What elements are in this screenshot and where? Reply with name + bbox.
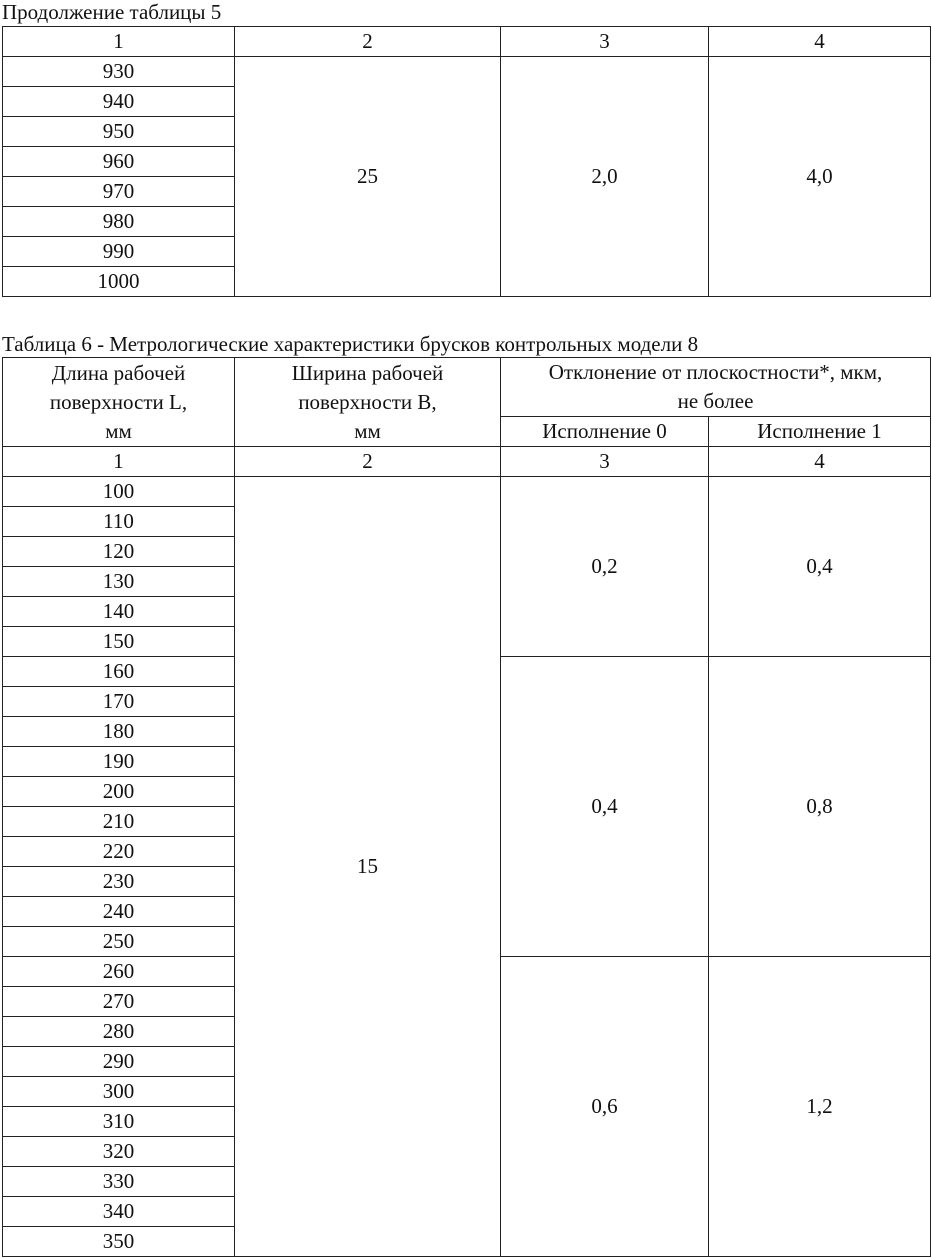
table-row bbox=[3, 477, 931, 507]
table5 bbox=[2, 26, 931, 297]
length-cell: 970 bbox=[3, 177, 235, 207]
table6-colnum-1: 1 bbox=[3, 447, 235, 477]
length-cell: 120 bbox=[3, 537, 235, 567]
header-width-line-3: мм bbox=[354, 418, 381, 443]
length-cell: 260 bbox=[3, 957, 235, 987]
header-length-line-1: Длина рабочей bbox=[51, 360, 186, 385]
table6-exec1-group-cell: 0,8 bbox=[709, 657, 931, 957]
length-cell: 220 bbox=[3, 837, 235, 867]
table6-exec1-group-cell: 1,2 bbox=[709, 957, 931, 1257]
table6-exec0-group-cell: 0,4 bbox=[501, 657, 709, 957]
table5-exec0-cell: 2,0 bbox=[501, 57, 709, 297]
length-cell: 330 bbox=[3, 1167, 235, 1197]
table6-exec1-group-cell: 0,4 bbox=[709, 477, 931, 657]
header-width-line-2: поверхности B, bbox=[298, 389, 437, 414]
length-cell: 190 bbox=[3, 747, 235, 777]
length-cell: 110 bbox=[3, 507, 235, 537]
length-cell: 140 bbox=[3, 597, 235, 627]
length-cell: 160 bbox=[3, 657, 235, 687]
table6-column-number-row bbox=[3, 447, 931, 477]
header-width-line-1: Ширина рабочей bbox=[291, 360, 444, 385]
table6-exec0-group-cell: 0,2 bbox=[501, 477, 709, 657]
length-cell: 290 bbox=[3, 1047, 235, 1077]
header-length-line-3: мм bbox=[105, 418, 132, 443]
table6-header-width bbox=[235, 358, 501, 447]
table6-header-row bbox=[3, 358, 931, 417]
table6-colnum-3: 3 bbox=[501, 447, 709, 477]
table6-header-exec1: Исполнение 1 bbox=[709, 417, 931, 447]
length-cell: 170 bbox=[3, 687, 235, 717]
length-cell: 180 bbox=[3, 717, 235, 747]
length-cell: 930 bbox=[3, 57, 235, 87]
length-cell: 950 bbox=[3, 117, 235, 147]
length-cell: 940 bbox=[3, 87, 235, 117]
table5-exec1-cell: 4,0 bbox=[709, 57, 931, 297]
header-deviation-line-2: не более bbox=[677, 389, 754, 413]
length-cell: 310 bbox=[3, 1107, 235, 1137]
length-cell: 990 bbox=[3, 237, 235, 267]
table6-colnum-2: 2 bbox=[235, 447, 501, 477]
table6 bbox=[2, 357, 931, 1257]
table5-width-cell: 25 bbox=[235, 57, 501, 297]
length-cell: 300 bbox=[3, 1077, 235, 1107]
table5-colnum-4: 4 bbox=[709, 27, 931, 57]
table6-caption: Таблица 6 - Метрологические характеристики брусков контрольных модели 8 bbox=[2, 332, 699, 356]
length-cell: 210 bbox=[3, 807, 235, 837]
table6-header-deviation bbox=[501, 358, 931, 417]
length-cell: 340 bbox=[3, 1197, 235, 1227]
length-cell: 250 bbox=[3, 927, 235, 957]
header-length-line-2: поверхности L, bbox=[49, 389, 188, 414]
table-row bbox=[3, 57, 931, 87]
length-cell: 130 bbox=[3, 567, 235, 597]
length-cell: 270 bbox=[3, 987, 235, 1017]
table6-exec0-group-cell: 0,6 bbox=[501, 957, 709, 1257]
length-cell: 350 bbox=[3, 1227, 235, 1257]
table5-colnum-2: 2 bbox=[235, 27, 501, 57]
table5-caption: Продолжение таблицы 5 bbox=[2, 0, 222, 24]
table6-header-length bbox=[3, 358, 235, 447]
table6-width-cell: 15 bbox=[235, 477, 501, 1257]
length-cell: 240 bbox=[3, 897, 235, 927]
table5-colnum-1: 1 bbox=[3, 27, 235, 57]
table5-colnum-3: 3 bbox=[501, 27, 709, 57]
length-cell: 150 bbox=[3, 627, 235, 657]
length-cell: 960 bbox=[3, 147, 235, 177]
length-cell: 280 bbox=[3, 1017, 235, 1047]
length-cell: 1000 bbox=[3, 267, 235, 297]
length-cell: 200 bbox=[3, 777, 235, 807]
table6-colnum-4: 4 bbox=[709, 447, 931, 477]
length-cell: 100 bbox=[3, 477, 235, 507]
header-deviation-line-1: Отклонение от плоскостности*, мкм, bbox=[548, 360, 883, 384]
length-cell: 230 bbox=[3, 867, 235, 897]
length-cell: 320 bbox=[3, 1137, 235, 1167]
table5-column-number-row bbox=[3, 27, 931, 57]
table6-header-exec0: Исполнение 0 bbox=[501, 417, 709, 447]
length-cell: 980 bbox=[3, 207, 235, 237]
